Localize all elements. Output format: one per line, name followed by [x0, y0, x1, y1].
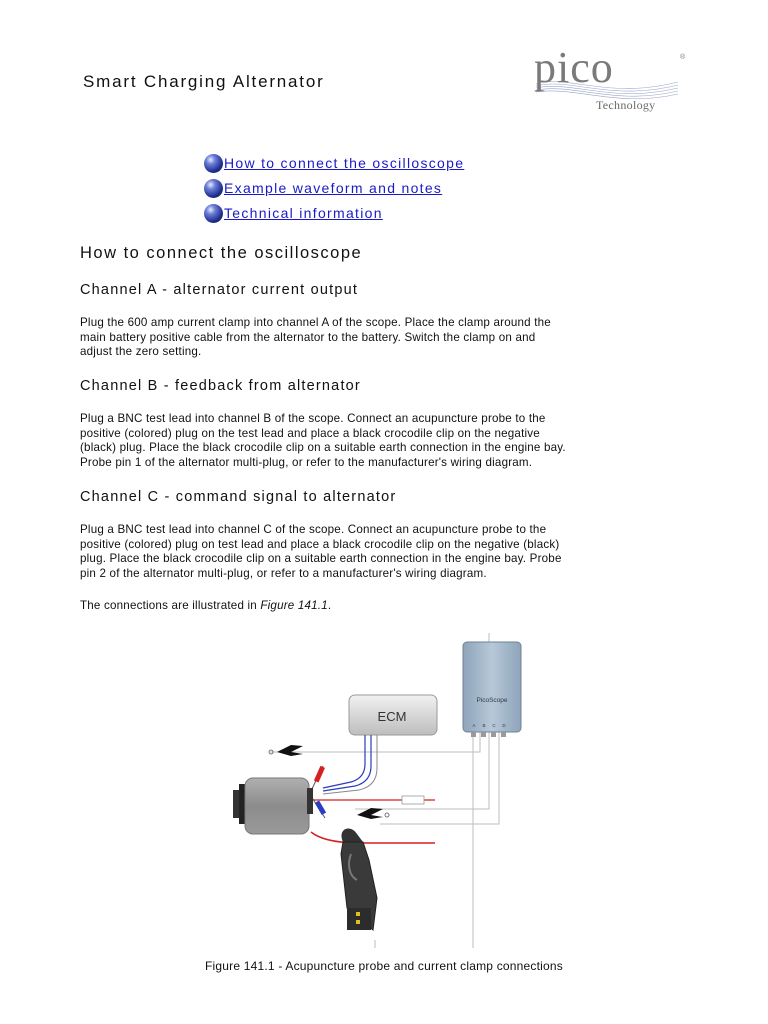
wiring-diagram: [225, 628, 535, 948]
paragraph-line: Plug the 600 amp current clamp into channel A of the scope. Place the clamp around the: [80, 316, 551, 329]
blue-sphere-bullet-icon: [204, 179, 223, 198]
toc-item-waveform[interactable]: [204, 178, 624, 200]
toc-item-connect[interactable]: [204, 153, 624, 175]
toc-link-connect[interactable]: How to connect the oscilloscope: [224, 155, 465, 171]
scope-channel-d-label: D: [502, 723, 506, 728]
scope-channel-a-label: A: [472, 723, 476, 728]
toc-link-technical[interactable]: Technical information: [224, 205, 383, 221]
ecm-unit: [349, 695, 437, 735]
blue-sphere-bullet-icon: [204, 154, 223, 173]
crocodile-clip-icon: [269, 745, 303, 756]
channel-c-heading: Channel C - command signal to alternator: [80, 489, 397, 505]
toc-link-waveform[interactable]: Example waveform and notes: [224, 180, 443, 196]
paragraph-line: plug. Place the black crocodile clip on a suitable earth connection in the engine bay. Probe: [80, 552, 562, 566]
paragraph-line: Plug a BNC test lead into channel C of the scope. Connect an acupuncture probe to the: [80, 523, 547, 536]
scope-channel-c-label: C: [492, 723, 496, 728]
paragraph-line: positive (colored) plug on the test lead and place a black crocodile clip on the negative: [80, 426, 540, 440]
logo-wordmark: pico: [534, 43, 614, 92]
alternator-icon: [233, 778, 313, 834]
paragraph-line: adjust the zero setting.: [80, 345, 202, 359]
toc-item-technical[interactable]: [204, 203, 624, 225]
channel-a-heading: Channel A - alternator current output: [80, 282, 359, 298]
paragraph-line: Probe pin 1 of the alternator multi-plug, or refer to the manufacturer's wiring diagram.: [80, 455, 533, 469]
paragraph-line: positive (colored) plug on test lead and place a black crocodile clip on the negative (black): [80, 537, 560, 551]
picoscope-device: [463, 642, 521, 737]
blue-sphere-bullet-icon: [204, 204, 223, 223]
paragraph-line: (black) plug. Place the black crocodile clip on a suitable earth connection in the engine bay.: [80, 441, 566, 455]
page-title: Smart Charging Alternator: [83, 72, 325, 91]
paragraph-line: main battery positive cable from the alternator to the battery. Switch the clamp on and: [80, 330, 536, 344]
picoscope-label: PicoScope: [476, 697, 508, 704]
channel-a-paragraph: [80, 316, 692, 360]
figure-caption: Figure 141.1 - Acupuncture probe and current clamp connections: [205, 959, 563, 973]
connections-note-period: .: [327, 599, 332, 612]
scope-channel-b-label: B: [482, 723, 486, 728]
pico-technology-logo: [528, 43, 688, 118]
acupuncture-probe-blue-icon: [311, 796, 326, 818]
ecm-label: ECM: [377, 709, 407, 724]
channel-b-heading: Channel B - feedback from alternator: [80, 378, 361, 394]
channel-c-paragraph: [80, 523, 692, 581]
channel-b-paragraph: [80, 412, 692, 470]
acupuncture-probe-red-icon: [311, 766, 325, 791]
connections-note: [80, 599, 692, 614]
section-heading: How to connect the oscilloscope: [80, 244, 363, 262]
connections-note-text: The connections are illustrated in: [80, 599, 261, 612]
logo-registered-mark: ®: [680, 54, 686, 61]
paragraph-line: Plug a BNC test lead into channel B of the scope. Connect an acupuncture probe to the: [80, 412, 546, 425]
crocodile-clip-icon: [357, 808, 389, 819]
paragraph-line: pin 2 of the alternator multi-plug, or refer to a manufacturer's wiring diagram.: [80, 566, 487, 580]
logo-subtitle: Technology: [596, 98, 656, 112]
figure-reference: Figure 141.1: [260, 599, 328, 612]
